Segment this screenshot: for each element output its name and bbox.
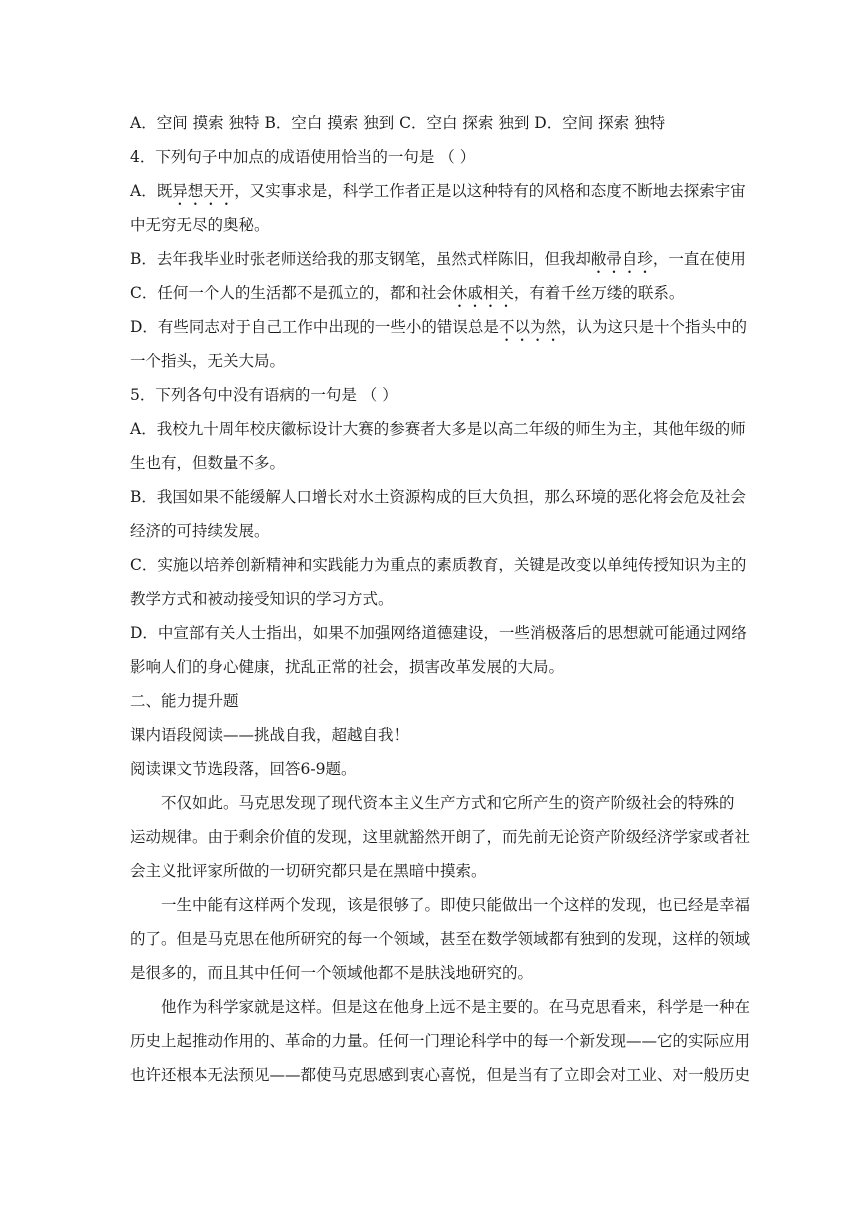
passage-p3-line1: 他作为科学家就是这样。但是这在他身上远不是主要的。在马克思看来，科学是一种在: [161, 998, 751, 1016]
section2-subheading: 课内语段阅读——挑战自我，超越自我！: [130, 726, 410, 744]
section2-instruction: 阅读课文节选段落，回答6-9题。: [130, 760, 357, 778]
q5-option-c: C．实施以培养创新精神和实践能力为重点的素质教育，关键是改变以单纯传授知识为主的: [130, 556, 747, 574]
passage-p3-line2: 历史上起推动作用的、革命的力量。任何一门理论科学中的每一个新发现——它的实际应用: [130, 1032, 751, 1050]
q4-a-idiom: 异想天开: [172, 182, 235, 200]
passage-p1-line2: 运动规律。由于剩余价值的发现，这里就豁然开朗了，而先前无论资产阶级经济学家或者社: [130, 828, 751, 846]
q4-stem: 4．下列句子中加点的成语使用恰当的一句是 （ ）: [130, 148, 476, 166]
section2-heading: 二、能力提升题: [130, 692, 239, 710]
q4-c-prefix: C．任何一个人的生活都不是孤立的，都和社会: [130, 284, 452, 302]
passage-p2-line1: 一生中能有这样两个发现，该是很够了。即使只能做出一个这样的发现，也已经是幸福: [161, 896, 751, 914]
q3-options: A．空间 摸索 独特 B．空白 摸索 独到 C．空白 探索 独到 D．空间 探索 独特: [130, 114, 666, 132]
q5-stem: 5．下列各句中没有语病的一句是 （ ）: [130, 386, 398, 404]
q4-b-idiom: 敝帚自珍: [590, 250, 653, 268]
passage-p2-line2: 的了。但是马克思在他所研究的每一个领域，甚至在数学领域都有独到的发现，这样的领域: [130, 930, 751, 948]
document-body: [130, 106, 751, 1092]
q4-option-d-cont: 一个指头，无关大局。: [130, 352, 286, 370]
q5-option-a-cont: 生也有，但数量不多。: [130, 454, 286, 472]
q4-a-prefix: A．既: [130, 182, 173, 200]
q4-d-rest: ，认为这只是十个指头中的: [560, 318, 747, 336]
q4-option-a: [130, 174, 746, 208]
q4-d-prefix: D．有些同志对于自己工作中出现的一些小的错误总是: [130, 318, 499, 336]
q4-b-prefix: B．去年我毕业时张老师送给我的那支钢笔，虽然式样陈旧，但我却: [130, 250, 591, 268]
passage-p1-line3: 会主义批评家所做的一切研究都只是在黑暗中摸索。: [130, 862, 487, 880]
q4-d-idiom: 不以为然: [498, 318, 561, 336]
q4-b-rest: ，一直在使用: [652, 250, 746, 268]
q5-option-d: D．中宣部有关人士指出，如果不加强网络道德建设，一些消极落后的思想就可能通过网络: [130, 624, 747, 642]
passage-p2-line3: 是很多的，而且其中任何一个领域他都不是肤浅地研究的。: [130, 964, 534, 982]
q4-option-d: [130, 310, 747, 344]
q5-option-b-cont: 经济的可持续发展。: [130, 522, 270, 540]
passage-p1-line1: 不仅如此。马克思发现了现代资本主义生产方式和它所产生的资产阶级社会的特殊的: [161, 794, 735, 812]
q4-option-a-cont: 中无穷无尽的奥秘。: [130, 216, 270, 234]
q5-option-c-cont: 教学方式和被动接受知识的学习方式。: [130, 590, 394, 608]
q4-option-c: [130, 276, 734, 310]
q4-a-rest: ，又实事求是，科学工作者正是以这种特有的风格和态度不断地去探索宇宙: [234, 182, 746, 200]
passage-p3-line3: 也许还根本无法预见——都使马克思感到衷心喜悦，但是当有了立即会对工业、对一般历史: [130, 1066, 751, 1084]
q4-c-idiom: 休戚相关: [451, 284, 514, 302]
q4-c-rest: ，有着千丝万缕的联系。: [513, 284, 685, 302]
q5-option-d-cont: 影响人们的身心健康，扰乱正常的社会，损害改革发展的大局。: [130, 658, 565, 676]
q4-option-b: [130, 242, 746, 276]
q5-option-b: B．我国如果不能缓解人口增长对水土资源构成的巨大负担，那么环境的恶化将会危及社会: [130, 488, 746, 506]
q5-option-a: A．我校九十周年校庆徽标设计大赛的参赛者大多是以高二年级的师生为主，其他年级的师: [130, 420, 746, 438]
